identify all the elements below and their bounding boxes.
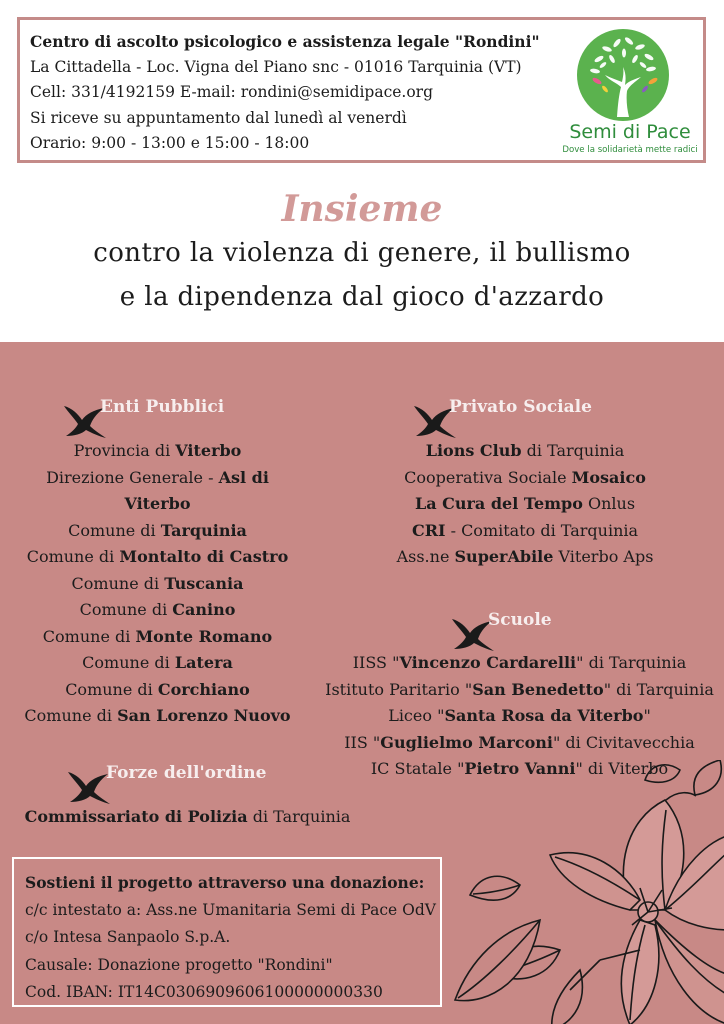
section-enti-pubblici — [62, 397, 262, 440]
list-item-bold: Monte Romano — [135, 626, 273, 646]
list-item-bold: Santa Rosa da Viterbo — [444, 706, 644, 725]
list-item — [380, 465, 670, 492]
section-privato-sociale — [412, 397, 612, 440]
list-item-pre: IISS " — [352, 653, 400, 672]
section-label: Scuole — [488, 610, 552, 630]
list-item-post: " di Tarquinia — [576, 653, 687, 672]
donation-heading: Sostieni il progetto attraverso una donazione: — [25, 873, 425, 892]
subtitle-line-1: contro la violenza di genere, il bullismo — [93, 238, 631, 268]
list-item-pre: Direzione Generale - — [46, 467, 219, 487]
donation-iban: Cod. IBAN: IT14C0306909606100000000330 — [25, 983, 383, 1001]
list-item-post: " di Tarquinia — [603, 679, 714, 699]
org-name: Centro di ascolto psicologico e assistenza legale "Rondini" — [30, 32, 540, 51]
donation-bank: c/o Intesa Sanpaolo S.p.A. — [25, 928, 231, 946]
list-item-bold: San Benedetto — [472, 679, 604, 699]
opening-hours: Orario: 9:00 - 13:00 e 15:00 - 18:00 — [30, 134, 310, 152]
forze-ordine-list — [20, 804, 355, 831]
flower-decoration — [440, 760, 724, 1024]
semi-di-pace-logo — [556, 26, 704, 158]
section-label: Privato Sociale — [449, 397, 592, 417]
logo-tagline: Dove la solidarietà mette radici — [562, 145, 698, 155]
list-item — [20, 491, 295, 518]
list-item-bold: Guglielmo Marconi — [380, 732, 553, 752]
list-item — [380, 518, 670, 545]
list-item — [20, 650, 295, 677]
list-item-post: " di Viterbo — [575, 759, 669, 778]
logo-name: Semi di Pace — [569, 121, 691, 143]
list-item-pre: Comune di — [42, 626, 136, 646]
list-item-bold: Commissariato di Polizia — [24, 807, 248, 826]
list-item — [322, 650, 717, 677]
list-item — [380, 438, 670, 465]
list-item — [20, 438, 295, 465]
list-item-pre: Comune di — [65, 679, 158, 699]
list-item-post: " di Civitavecchia — [552, 732, 695, 752]
list-item-bold: CRI — [411, 520, 446, 540]
list-item-bold: San Lorenzo Nuovo — [117, 706, 291, 725]
list-item-pre: IC Statale " — [370, 759, 465, 778]
list-item-post: " — [643, 706, 651, 725]
list-item — [20, 624, 295, 651]
scuole-list — [322, 650, 717, 783]
list-item-post: Viterbo Aps — [553, 547, 654, 566]
list-item — [20, 703, 295, 730]
list-item-pre: Ass.ne — [396, 547, 455, 566]
list-item-pre: Liceo " — [388, 706, 445, 725]
list-item-bold: La Cura del Tempo — [414, 494, 583, 513]
list-item — [322, 756, 717, 783]
list-item-pre: Comune di — [24, 706, 118, 725]
list-item-bold: SuperAbile — [454, 547, 554, 566]
main-title: Insieme — [281, 188, 443, 230]
list-item-post: - Comitato di Tarquinia — [445, 520, 639, 540]
list-item-bold: Viterbo — [175, 441, 242, 460]
contacts: Cell: 331/4192159 E-mail: rondini@semidipace.org — [30, 83, 434, 101]
list-item-bold: Tuscania — [164, 573, 244, 593]
list-item-post: di Tarquinia — [521, 441, 625, 460]
section-scuole — [450, 610, 590, 653]
swallow-icon — [66, 766, 110, 806]
list-item — [20, 465, 295, 492]
list-item-pre: Comune di — [82, 653, 175, 672]
subtitle-line-2: e la dipendenza dal gioco d'azzardo — [119, 282, 605, 312]
section-label: Enti Pubblici — [100, 397, 225, 417]
list-item-bold: Asl di — [218, 467, 269, 487]
list-item-bold: Tarquinia — [160, 520, 247, 540]
list-item-bold: Canino — [172, 600, 236, 619]
list-item — [20, 597, 295, 624]
list-item — [322, 677, 717, 704]
list-item-pre: Comune di — [79, 600, 173, 619]
section-forze-ordine — [66, 763, 286, 806]
list-item — [20, 804, 355, 831]
list-item-pre: Cooperativa Sociale — [404, 467, 572, 487]
list-item-pre: Istituto Paritario " — [325, 679, 473, 699]
list-item-pre: Comune di — [26, 547, 120, 566]
list-item — [20, 518, 295, 545]
donation-account: c/c intestato a: Ass.ne Umanitaria Semi di Pace OdV — [25, 900, 436, 919]
list-item — [322, 703, 717, 730]
donation-box — [12, 857, 442, 1007]
list-item-bold: Pietro Vanni — [464, 759, 576, 778]
list-item-bold: Lions Club — [425, 441, 522, 460]
enti-pubblici-list — [20, 438, 295, 730]
list-item-post: Onlus — [582, 494, 636, 513]
list-item — [20, 677, 295, 704]
privato-sociale-list — [380, 438, 670, 571]
list-item-bold: Latera — [174, 653, 233, 672]
contact-info-box — [17, 17, 706, 163]
list-item-pre: IIS " — [344, 732, 381, 752]
appointments: Si riceve su appuntamento dal lunedì al venerdì — [30, 108, 407, 127]
list-item-bold: Montalto di Castro — [119, 547, 289, 566]
list-item-pre: Comune di — [71, 573, 165, 593]
list-item — [20, 571, 295, 598]
list-item — [380, 491, 670, 518]
list-item-post: di Tarquinia — [247, 807, 351, 826]
list-item — [380, 544, 670, 571]
list-item — [20, 544, 295, 571]
list-item-bold: Vincenzo Cardarelli — [399, 653, 577, 672]
list-item-pre: Comune di — [68, 520, 161, 540]
list-item-bold: Corchiano — [157, 679, 250, 699]
list-item — [322, 730, 717, 757]
list-item-bold: Viterbo — [124, 494, 191, 513]
section-label: Forze dell'ordine — [106, 763, 267, 783]
list-item-bold: Mosaico — [571, 467, 646, 487]
donation-reason: Causale: Donazione progetto "Rondini" — [25, 955, 333, 974]
list-item-pre: Provincia di — [73, 441, 176, 460]
tree-icon — [577, 29, 669, 121]
address: La Cittadella - Loc. Vigna del Piano snc - 01016 Tarquinia (VT) — [30, 57, 522, 76]
